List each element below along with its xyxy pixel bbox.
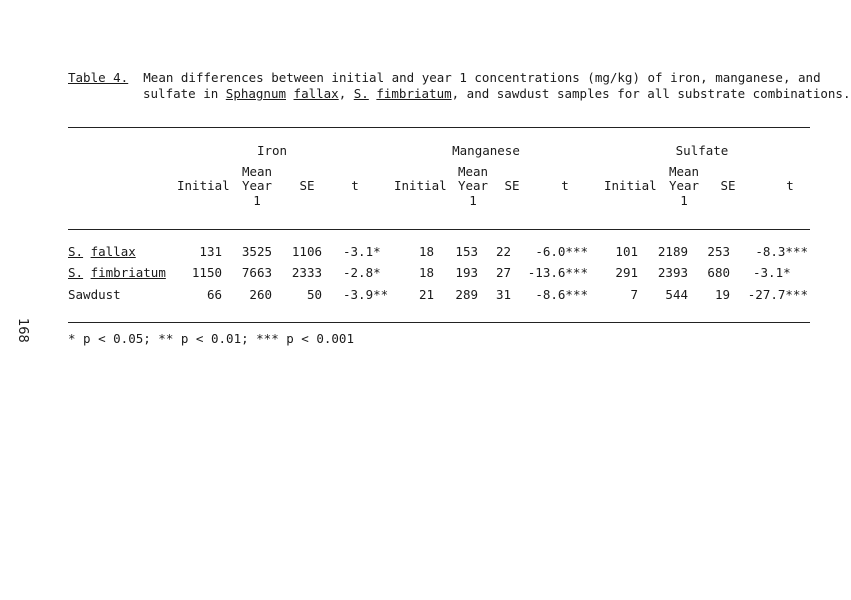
cell-sulfate-mean: 2189 <box>657 244 688 259</box>
cell-manganese-t: -6.0*** <box>535 244 588 259</box>
cell-iron-initial: 66 <box>206 287 222 302</box>
caption-species-fallax: fallax <box>293 86 339 101</box>
cell-sulfate-se: 253 <box>707 244 730 259</box>
footnote: * p < 0.05; ** p < 0.01; *** p < 0.001 <box>68 331 354 346</box>
group-header-manganese: Manganese <box>452 143 520 158</box>
caption-line-2 <box>143 86 850 101</box>
cell-iron-se: 2333 <box>291 265 322 280</box>
cell-iron-initial: 131 <box>199 244 222 259</box>
cell-sulfate-t: -8.3*** <box>755 244 808 259</box>
cell-manganese-initial: 18 <box>418 265 434 280</box>
col-header-mean-l3: 1 <box>680 193 688 208</box>
cell-manganese-mean: 289 <box>455 287 478 302</box>
cell-sulfate-t: -27.7*** <box>747 287 808 302</box>
col-header-initial: Initial <box>394 178 447 193</box>
col-header-se: SE <box>720 178 736 193</box>
cell-iron-mean: 260 <box>249 287 272 302</box>
cell-manganese-se: 31 <box>495 287 511 302</box>
row-label-genus: S. <box>68 265 84 280</box>
col-header-mean-l2: Year <box>668 178 700 193</box>
cell-iron-initial: 1150 <box>191 265 222 280</box>
row-label: Sawdust <box>68 287 121 302</box>
col-header-mean-l1: Mean <box>668 164 700 179</box>
cell-iron-se: 1106 <box>291 244 322 259</box>
table-label: Table 4. <box>68 70 129 85</box>
col-header-mean-l3: 1 <box>253 193 261 208</box>
cell-iron-t: -2.8* <box>343 265 381 280</box>
col-header-se: SE <box>299 178 315 193</box>
cell-manganese-initial: 21 <box>418 287 434 302</box>
caption-line-1: Mean differences between initial and year 1 concentrations (mg/kg) of iron, manganese, and <box>143 70 821 85</box>
caption-text: sulfate in <box>143 86 226 101</box>
group-header-iron: Iron <box>256 143 288 158</box>
top-rule <box>68 127 810 128</box>
cell-sulfate-se: 19 <box>714 287 730 302</box>
cell-sulfate-se: 680 <box>707 265 730 280</box>
cell-sulfate-mean: 2393 <box>657 265 688 280</box>
col-header-mean-l1: Mean <box>241 164 273 179</box>
cell-iron-mean: 7663 <box>241 265 272 280</box>
header-rule <box>68 229 810 230</box>
caption-text: , <box>338 86 354 101</box>
table-caption <box>68 70 821 85</box>
caption-genus-abbrev: S. <box>353 86 369 101</box>
col-header-t: t <box>351 178 359 193</box>
row-label-genus: S. <box>68 244 84 259</box>
caption-species-fimbriatum: fimbriatum <box>376 86 452 101</box>
cell-manganese-mean: 153 <box>455 244 478 259</box>
bottom-rule <box>68 322 810 323</box>
cell-sulfate-initial: 7 <box>630 287 638 302</box>
row-label <box>68 265 166 280</box>
cell-manganese-t: -13.6*** <box>527 265 588 280</box>
cell-iron-mean: 3525 <box>241 244 272 259</box>
cell-manganese-initial: 18 <box>418 244 434 259</box>
col-header-t: t <box>561 178 569 193</box>
cell-iron-se: 50 <box>306 287 322 302</box>
cell-iron-t: -3.1* <box>343 244 381 259</box>
page-number: 168 <box>15 318 30 343</box>
cell-manganese-se: 22 <box>495 244 511 259</box>
row-label-species: fimbriatum <box>90 265 166 280</box>
col-header-mean-l2: Year <box>457 178 489 193</box>
group-header-sulfate: Sulfate <box>675 143 729 158</box>
row-label <box>68 244 136 259</box>
col-header-mean-l1: Mean <box>457 164 489 179</box>
col-header-initial: Initial <box>604 178 657 193</box>
cell-manganese-t: -8.6*** <box>535 287 588 302</box>
cell-sulfate-initial: 291 <box>615 265 638 280</box>
col-header-mean-l2: Year <box>241 178 273 193</box>
cell-iron-t: -3.9** <box>343 287 389 302</box>
col-header-mean-l3: 1 <box>469 193 477 208</box>
caption-text: , and sawdust samples for all substrate combinations. <box>451 86 851 101</box>
cell-manganese-mean: 193 <box>455 265 478 280</box>
col-header-se: SE <box>504 178 520 193</box>
cell-sulfate-initial: 101 <box>615 244 638 259</box>
cell-sulfate-t: -3.1* <box>753 265 791 280</box>
row-label-species: fallax <box>90 244 136 259</box>
col-header-t: t <box>786 178 794 193</box>
cell-manganese-se: 27 <box>495 265 511 280</box>
caption-genus: Sphagnum <box>225 86 287 101</box>
col-header-initial: Initial <box>177 178 230 193</box>
cell-sulfate-mean: 544 <box>665 287 688 302</box>
